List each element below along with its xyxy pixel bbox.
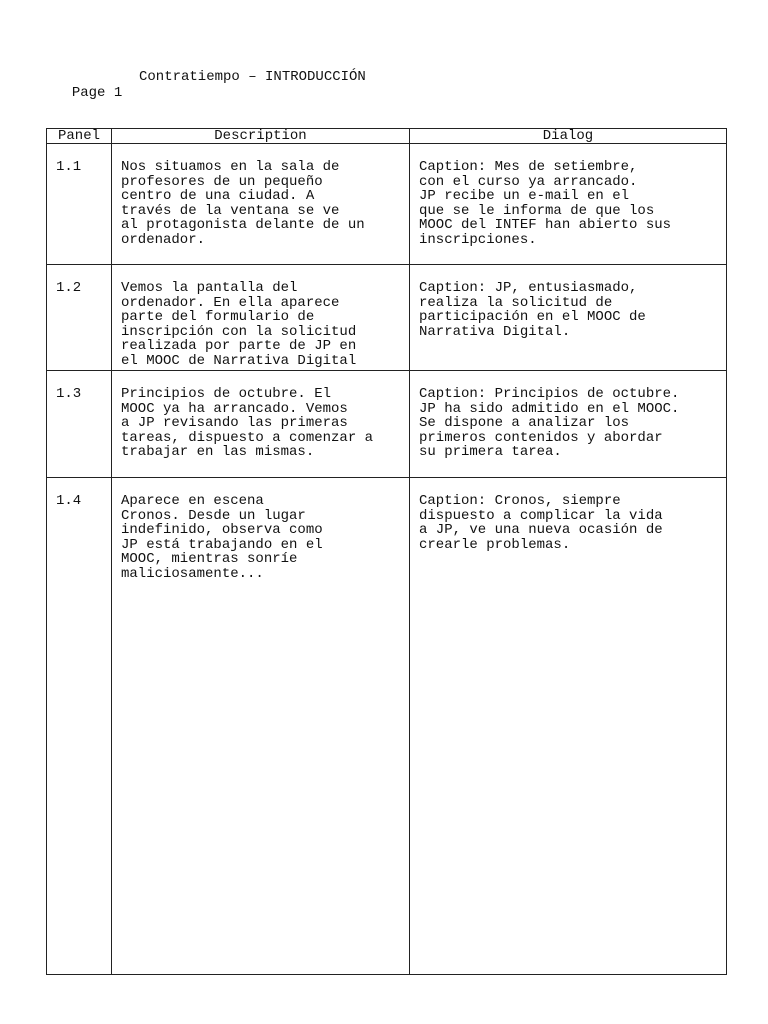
description-cell <box>112 144 410 265</box>
table-row <box>47 265 727 371</box>
panel-description: Nos situamos en la sala de profesores de un pequeño centro de una ciudad. A través de la ventana se ve al protagonista delante de un ordenador. <box>121 159 365 248</box>
panel-number: 1.2 <box>56 280 82 296</box>
panel-dialog: Caption: JP, entusiasmado, realiza la solicitud de participación en el MOOC de Narrativa Digital. <box>419 280 646 340</box>
dialog-cell <box>410 478 727 975</box>
panel-number-cell <box>47 144 112 265</box>
panel-number: 1.3 <box>56 386 82 402</box>
description-cell <box>112 265 410 371</box>
panel-description: Aparece en escena Cronos. Desde un lugar indefinido, observa como JP está trabajando en el MOOC, mientras sonríe maliciosamente... <box>121 493 323 582</box>
panel-number-cell <box>47 478 112 975</box>
page-header <box>55 69 366 117</box>
panel-number: 1.1 <box>56 159 82 175</box>
table-row <box>47 478 727 975</box>
panel-dialog: Caption: Principios de octubre. JP ha sido admitido en el MOOC. Se dispone a analizar los primeros contenidos y abordar su primera tarea. <box>419 386 680 461</box>
panel-number-cell <box>47 265 112 371</box>
page-label: Page 1 <box>71 85 123 101</box>
panel-dialog: Caption: Cronos, siempre dispuesto a complicar la vida a JP, ve una nueva ocasión de crearle problemas. <box>419 493 663 553</box>
table-row <box>47 144 727 265</box>
dialog-cell <box>410 371 727 478</box>
panel-description: Vemos la pantalla del ordenador. En ella aparece parte del formulario de inscripción con la solicitud realizada por parte de JP en el MOOC de Narrativa Digital <box>121 280 357 369</box>
table-header-row <box>47 129 727 144</box>
panel-number: 1.4 <box>56 493 82 509</box>
column-header-panel: Panel <box>47 129 112 144</box>
column-header-dialog: Dialog <box>410 129 727 144</box>
document-title: Contratiempo – INTRODUCCIÓN <box>139 69 366 85</box>
table-row <box>47 371 727 478</box>
dialog-cell <box>410 144 727 265</box>
panel-description: Principios de octubre. El MOOC ya ha arrancado. Vemos a JP revisando las primeras tareas, dispuesto a comenzar a trabajar en las mismas. <box>121 386 374 461</box>
description-cell <box>112 371 410 478</box>
column-header-description: Description <box>112 129 410 144</box>
description-cell <box>112 478 410 975</box>
panel-dialog: Caption: Mes de setiembre, con el curso ya arrancado. JP recibe un e-mail en el que se le informa de que los MOOC del INTEF han abierto sus inscripciones. <box>419 159 672 248</box>
script-table <box>46 128 727 975</box>
panel-number-cell <box>47 371 112 478</box>
dialog-cell <box>410 265 727 371</box>
